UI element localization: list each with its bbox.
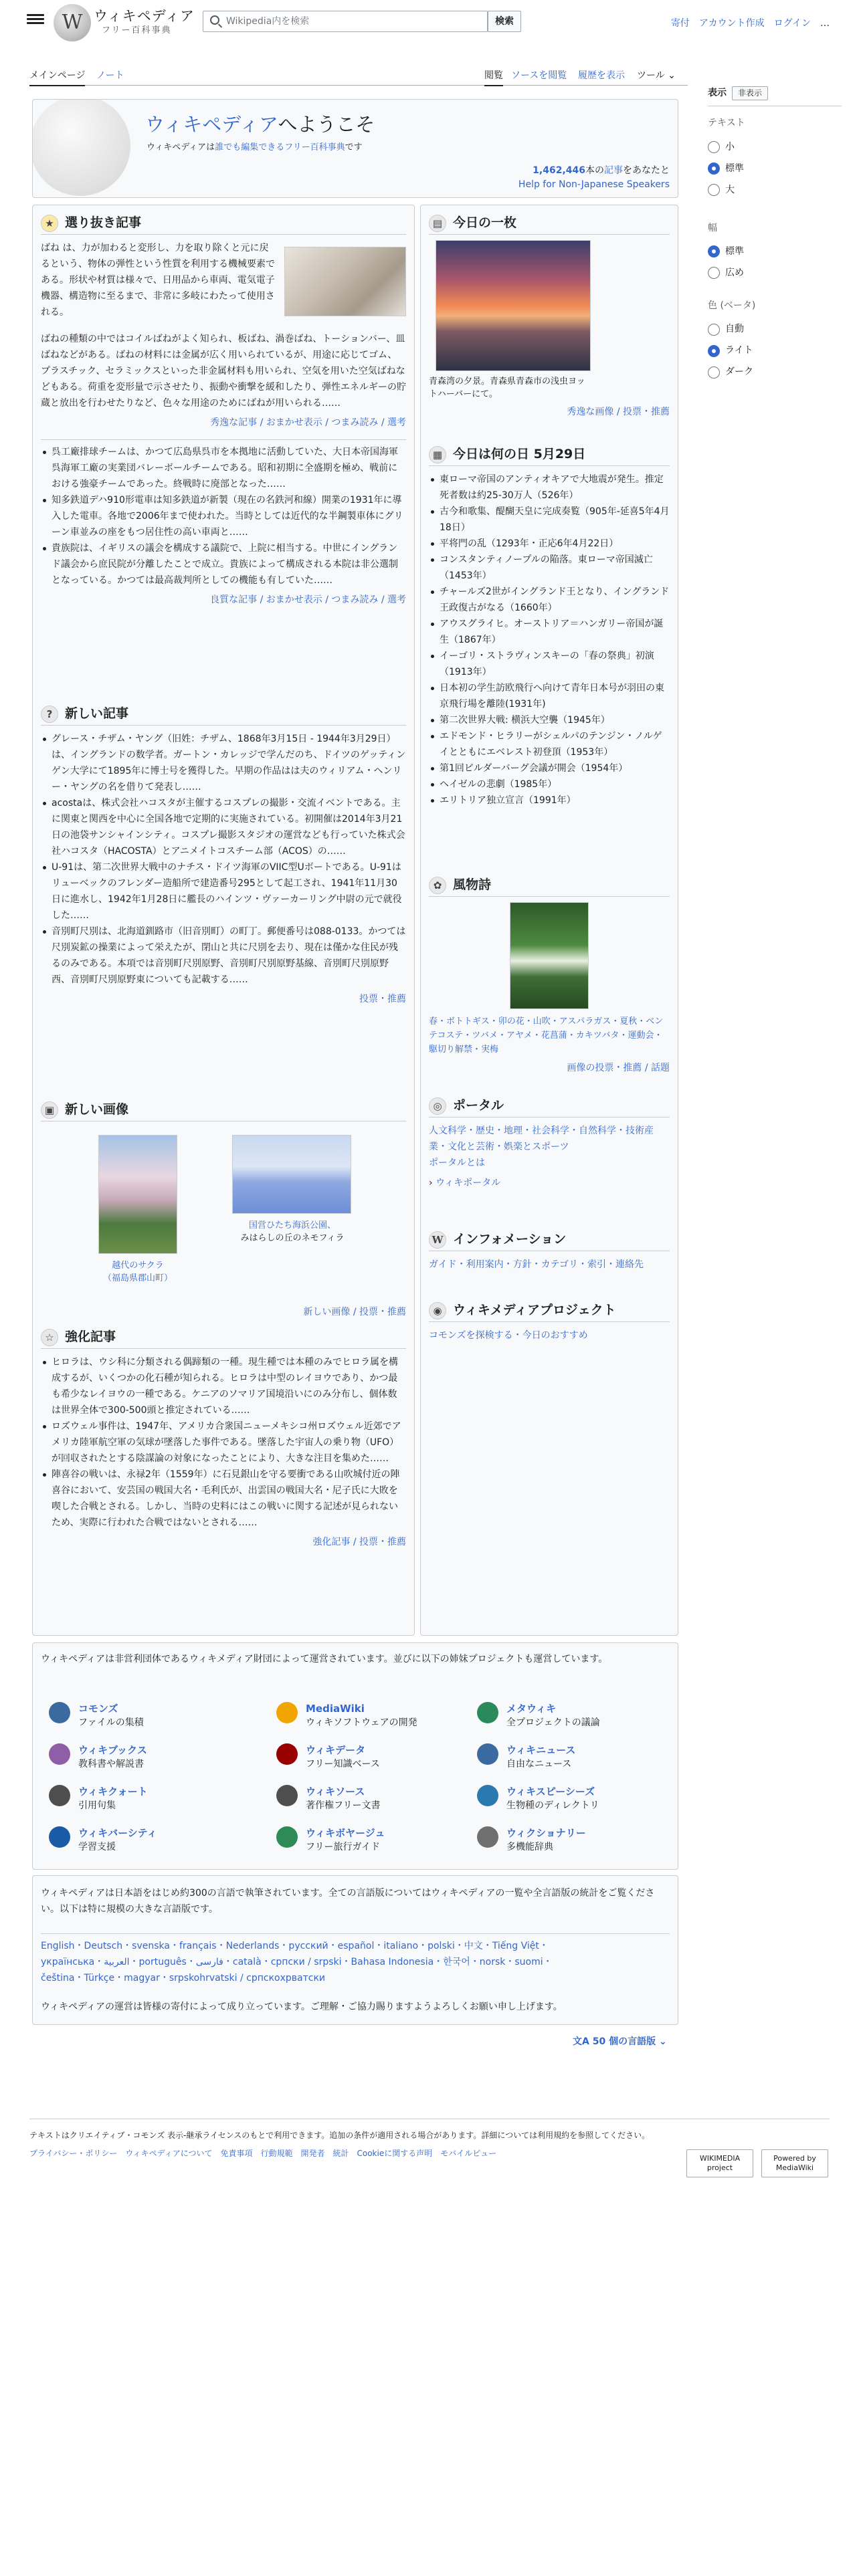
section-title: 今日の一枚 <box>453 215 517 231</box>
project-title[interactable]: ウィキボヤージュ <box>306 1827 385 1839</box>
section-title: 風物詩 <box>453 877 492 893</box>
section-title: ポータル <box>453 1098 504 1113</box>
list-item[interactable]: 古今和歌集、醍醐天皇に完成奏覧（905年-延喜5年4月18日） <box>429 504 670 536</box>
information-section <box>429 1228 670 1273</box>
new-articles-list <box>41 731 406 988</box>
list-item[interactable]: ヘイゼルの悲劇（1985年） <box>429 776 670 792</box>
list-item[interactable]: イーゴリ・ストラヴィンスキーの「春の祭典」初演（1913年） <box>429 648 670 680</box>
potd-links[interactable]: 秀逸な画像 / 投票・推薦 <box>567 407 670 417</box>
welcome-title: ウィキペディアへようこそ <box>145 113 375 136</box>
color-auto[interactable]: 自動 <box>708 319 842 340</box>
project-logo-icon <box>49 1743 70 1765</box>
project-title[interactable]: ウィクショナリー <box>506 1827 586 1839</box>
project-title[interactable]: ウィキソース <box>306 1786 365 1798</box>
project-title[interactable]: ウィキニュース <box>506 1744 576 1756</box>
project-description: 学習支援 <box>78 1842 116 1852</box>
spring-image[interactable] <box>284 247 406 316</box>
sister-project-item[interactable] <box>276 1826 385 1854</box>
project-description: 教科書や解説書 <box>78 1759 144 1769</box>
radio-icon <box>708 267 720 279</box>
project-logo-icon <box>276 1702 298 1723</box>
logo-subtitle: フリー百科事典 <box>102 25 172 35</box>
project-description: 多機能辞典 <box>506 1842 553 1852</box>
page-tabs <box>29 66 688 86</box>
text-size-small[interactable]: 小 <box>708 136 842 158</box>
wikimedia-project-section <box>429 1299 670 1344</box>
project-logo-icon <box>477 1743 498 1765</box>
sister-project-item[interactable] <box>477 1743 575 1772</box>
project-logo-icon <box>477 1702 498 1723</box>
list-item[interactable]: 第二次世界大戦: 横浜大空襲（1945年） <box>429 712 670 728</box>
list-item[interactable]: 呉工廠排球チームは、かつて広島県呉市を本拠地に活動していた、大日本帝国海軍呉海軍工廠の実業団バレーボールチームである。昭和初期に全盛期を極め、戦前における強豪チームであった。終戦時に廃部となった…… <box>41 444 406 492</box>
logo-title[interactable]: ウィキペディア <box>94 8 195 24</box>
list-item[interactable]: グレース・チザム・ヤング（旧姓：チザム、1868年3月15日 - 1944年3月29日）は、イングランドの数学者。ガートン・カレッジで学んだのち、ドイツのゲッティンゲン大学にて1895年に博士号を獲得した。早期の作品はは夫のウィリアム・ヘンリー・ヤングの名を借りて発表し…… <box>41 731 406 795</box>
donate-note: ウィキペディアの運営は皆様の寄付によって成り立っています。ご理解・ご協力賜りますようよろしくお願い申し上げます。 <box>41 2002 563 2012</box>
login-link[interactable]: ログイン <box>773 18 811 29</box>
project-description: フリー旅行ガイド <box>306 1842 381 1852</box>
iris-image[interactable] <box>510 902 589 1009</box>
radio-checked-icon <box>708 245 720 257</box>
project-description: 著作権フリー文書 <box>306 1800 381 1811</box>
list-item[interactable]: 東ローマ帝国のアンティオキアで大地震が発生。推定死者数は約25-30万人（526年） <box>429 471 670 504</box>
project-description: ウィキソフトウェアの開発 <box>306 1717 417 1728</box>
sister-project-item[interactable] <box>276 1702 417 1730</box>
list-item[interactable]: acostaは、株式会社ハコスタが主催するコスプレの撮影・交流イベントである。主に関東と関西を中心に全国各地で定期的に実施されている。初開催は2014年3月21日の池袋サンシャインシティ。コスプレ撮影スタジオの運営なども行っていた株式会社ハコスタ（HACOSTA）とアニメイトコスチーム部（ACOS）の…… <box>41 795 406 859</box>
text-size-standard[interactable]: 標準 <box>708 158 842 179</box>
article-count-value[interactable]: 1,462,446 <box>533 165 585 176</box>
radio-checked-icon <box>708 163 720 175</box>
list-item[interactable]: コンスタンティノープルの陥落。東ローマ帝国滅亡（1453年） <box>429 552 670 584</box>
section-title: 新しい画像 <box>65 1102 129 1117</box>
new-images-section <box>41 1099 406 1319</box>
languages-box <box>32 1875 678 2025</box>
welcome-wikipedia-link[interactable]: ウィキペディア <box>145 113 278 136</box>
chevron-right-icon: › <box>429 1178 436 1188</box>
project-title[interactable]: メタウィキ <box>506 1703 557 1715</box>
mediawiki-badge[interactable]: Powered by MediaWiki <box>761 2149 828 2177</box>
project-title[interactable]: MediaWiki <box>306 1703 365 1715</box>
good-articles-list <box>41 439 406 588</box>
radio-icon <box>708 366 720 379</box>
sister-project-item[interactable] <box>49 1702 144 1730</box>
radio-icon <box>708 141 720 153</box>
color-light[interactable]: ライト <box>708 340 842 362</box>
list-item[interactable]: 日本初の学生訪欧飛行へ向けて青年日本号が羽田の東京飛行場を離陸(1931年) <box>429 680 670 712</box>
wikipedia-globe-logo[interactable]: W <box>54 4 91 41</box>
color-label: 色 (ベータ) <box>708 300 756 312</box>
license-text: テキストはクリエイティブ・コモンズ 表示-継承ライセンスのもとで利用できます。追加の条件が適用される場合があります。詳細については利用規約を参照してください。 <box>29 2131 650 2140</box>
project-logo-icon <box>276 1743 298 1765</box>
sister-project-item[interactable] <box>477 1702 600 1730</box>
new-articles-links[interactable]: 投票・推薦 <box>359 994 406 1004</box>
create-account-link[interactable]: アカウント作成 <box>698 18 765 29</box>
appearance-panel <box>708 86 842 383</box>
calendar-icon: ▦ <box>429 446 446 463</box>
list-item[interactable]: アウスグライヒ。オーストリア＝ハンガリー帝国が誕生（1867年） <box>429 616 670 648</box>
list-item[interactable]: 音別町尺別は、北海道釧路市（旧音別町）の町丁。郵便番号は088-0133。かつては尺別炭鉱の操業によって栄えたが、閉山と共に尺別を去り、現在は僅かな住民が残るのみである。本項では音別町尺別原野、音別町尺別原野基線、音別町尺別原野西、音別町尺別原野東についても記載する…… <box>41 924 406 988</box>
star-outline-icon: ☆ <box>41 1329 58 1346</box>
donate-link[interactable]: 寄付 <box>670 18 690 29</box>
wikipedia-globe-watermark <box>32 99 130 196</box>
picture-of-day-section <box>429 212 670 419</box>
wikimedia-icon: ◉ <box>429 1302 446 1319</box>
tab-read[interactable]: 閲覧 <box>484 68 503 86</box>
project-title[interactable]: コモンズ <box>78 1703 118 1715</box>
color-dark[interactable]: ダーク <box>708 362 842 383</box>
section-title: ウィキメディアプロジェクト <box>453 1303 616 1318</box>
search-icon <box>210 15 219 25</box>
image-caption: 越代のサクラ （福島県郡山町） <box>102 1261 173 1283</box>
help-non-japanese-link[interactable]: Help for Non-Japanese Speakers <box>518 179 670 190</box>
language-count-button[interactable]: 文A 50 個の言語版 ⌄ <box>573 2036 667 2047</box>
width-standard[interactable]: 標準 <box>708 241 842 262</box>
list-item[interactable]: U-91は、第二次世界大戦中のナチス・ドイツ海軍のVIIC型Uボートである。U-91はリューベックのフレンダー造船所で建造番号295として起工され、1941年11月30日に進水し、1942年1月28日に艦長のハインツ・ヴァーカーリング中尉の元で就役した…… <box>41 859 406 924</box>
on-this-day-list <box>429 471 670 809</box>
question-icon: ? <box>41 706 58 723</box>
sister-project-item[interactable] <box>477 1826 586 1854</box>
cherry-tree-image[interactable] <box>98 1135 177 1254</box>
hide-appearance-button[interactable]: 非表示 <box>732 86 768 100</box>
information-links[interactable]: ガイド・利用案内・方針・カテゴリ・索引・連絡先 <box>429 1259 644 1270</box>
project-logo-icon <box>49 1702 70 1723</box>
radio-icon <box>708 184 720 196</box>
left-column <box>32 205 415 1636</box>
on-this-day-section <box>429 443 670 809</box>
header <box>0 0 859 48</box>
project-title[interactable]: ウィキスピーシーズ <box>506 1786 595 1798</box>
radio-checked-icon <box>708 345 720 357</box>
wikimedia-badge[interactable]: WIKIMEDIA project <box>686 2149 753 2177</box>
main-menu-icon[interactable] <box>27 12 44 27</box>
free-encyclopedia-link[interactable]: 誰でも編集できるフリー百科事典 <box>215 142 345 152</box>
sister-project-item[interactable] <box>276 1743 380 1772</box>
tab-main-page[interactable]: メインページ <box>29 68 85 86</box>
radio-icon <box>708 324 720 336</box>
list-item[interactable]: 知多鉄道デハ910形電車は知多鉄道が新製（現在の名鉄河和線）開業の1931年に導入した電車。各地で2006年まで使われた。当時としては近代的な半鋼製車体にグリーン車並みの座をもつ居住性の高い車両と…… <box>41 492 406 540</box>
sister-project-item[interactable] <box>477 1785 599 1813</box>
list-item[interactable]: 第1回ビルダーバーグ会議が開会（1954年） <box>429 760 670 776</box>
footer-links[interactable]: プライバシー・ポリシー ウィキペディアについて 免責事項 行動規範 開発者 統計 Cookieに関する声明 モバイルビュー <box>29 2149 497 2159</box>
article-count: 1,462,446本の記事をあなたと Help for Non-Japanese Speakers <box>518 165 670 190</box>
project-description: 自由なニュース <box>506 1759 572 1769</box>
seasonal-links[interactable]: 春・ボトトギス・卯の花・山吹・アスパラガス・夏秋・ベンテコステ・ツバメ・アヤメ・花菖蒲・カキツバタ・運動会・駆切り解禁・実梅 <box>429 1016 664 1055</box>
picture-icon: ▤ <box>429 215 446 232</box>
project-title[interactable]: ウィキデータ <box>306 1744 366 1756</box>
project-logo-icon <box>49 1785 70 1806</box>
sister-project-item[interactable] <box>49 1785 148 1813</box>
strong-articles-section <box>41 1326 406 1549</box>
sister-project-item[interactable] <box>49 1743 147 1772</box>
tab-tools[interactable]: ツール ⌄ <box>637 70 676 81</box>
list-item[interactable]: エリトリア独立宣言（1991年） <box>429 792 670 809</box>
article-link[interactable]: 記事 <box>604 165 623 176</box>
new-images-links[interactable]: 新しい画像 / 投票・推薦 <box>303 1307 406 1317</box>
welcome-subtitle: ウィキペディアは誰でも編集できるフリー百科事典です <box>147 142 363 152</box>
star-icon: ★ <box>41 215 58 232</box>
project-description: フリー知識ベース <box>306 1759 380 1769</box>
nemophila-image[interactable] <box>232 1135 351 1214</box>
tab-view-source[interactable]: ソースを閲覧 <box>511 70 567 81</box>
search-placeholder: Wikipedia内を検索 <box>226 15 310 27</box>
more-options-icon[interactable]: … <box>820 18 830 29</box>
section-title: 今日は何の日 5月29日 <box>453 447 586 462</box>
flower-icon: ✿ <box>429 877 446 894</box>
width-label: 幅 <box>708 222 717 233</box>
project-logo-icon <box>477 1826 498 1848</box>
portal-links[interactable]: 人文科学・歴史・地理・社会科学・自然科学・技術産業・文化と芸術・娯楽とスポーツ <box>429 1125 654 1152</box>
image-caption: 国営ひたち海浜公園、 みはらしの丘のネモフィラ <box>240 1220 345 1243</box>
project-logo-icon <box>276 1826 298 1848</box>
section-title: 強化記事 <box>65 1329 116 1345</box>
project-description: 全プロジェクトの議論 <box>506 1717 600 1728</box>
sister-projects-box <box>32 1642 678 1870</box>
text-size-label: テキスト <box>708 118 745 129</box>
list-item[interactable]: 貴族院は、イギリスの議会を構成する議院で、上院に相当する。中世にイングランド議会から庶民院が分離したことで成立。貴族によって構成される本院は非公選制となっている。かつては最高裁判所としての機能も有していた…… <box>41 540 406 588</box>
chevron-down-icon: ⌄ <box>656 2036 667 2047</box>
new-articles-section <box>41 703 406 1006</box>
tab-talk[interactable]: ノート <box>96 70 124 81</box>
portal-about-link[interactable]: ポータルとは <box>429 1158 485 1168</box>
project-logo-icon <box>477 1785 498 1806</box>
seasonal-section <box>429 874 670 1075</box>
image-icon: ▣ <box>41 1101 58 1119</box>
w-icon: W <box>429 1231 446 1249</box>
translate-icon: 文A <box>573 2036 593 2047</box>
seasonal-vote-links[interactable]: 画像の投票・推薦 / 話題 <box>567 1063 670 1073</box>
section-title: 選り抜き記事 <box>65 215 142 231</box>
potd-caption: 青森湾の夕景。青森県青森市の浅虫ヨットハーバーにて。 <box>429 377 585 399</box>
search-input[interactable] <box>203 11 488 32</box>
sister-intro: ウィキペディアは非営利団体であるウィキメディア財団によって運営されています。並びに以下の姉妹プロジェクトも運営しています。 <box>41 1654 608 1665</box>
list-item[interactable]: チャールズ2世がイングランド王となり、イングランド王政復古がなる（1660年） <box>429 584 670 616</box>
list-item[interactable]: 陣喜谷の戦いは、永禄2年（1559年）に石見銀山を守る要衝である山吹城付近の陣喜谷において、安芸国の戦国大名・毛利氏が、出雲国の戦国大名・尼子氏に大敗を喫した合戦とされる。しかし、当時の史料にはこの戦いに関する記述が見られないため、実際に行われた合戦ではないとされる…… <box>41 1467 406 1531</box>
sister-project-item[interactable] <box>49 1826 157 1854</box>
search-button[interactable]: 検索 <box>488 11 521 32</box>
wikiportal-toggle[interactable]: › ウィキポータル <box>429 1178 501 1188</box>
project-description: 引用句集 <box>78 1800 116 1811</box>
section-title: 新しい記事 <box>65 706 129 722</box>
sister-project-item[interactable] <box>276 1785 380 1813</box>
appearance-title: 表示 <box>708 88 727 98</box>
tab-history[interactable]: 履歴を表示 <box>578 70 625 81</box>
portal-section <box>429 1095 670 1191</box>
project-description: 生物種のディレクトリ <box>506 1800 599 1811</box>
list-item[interactable]: 平将門の乱（1293年・正応6年4月22日） <box>429 536 670 552</box>
list-item[interactable]: ヒロラは、ウシ科に分類される偶蹄類の一種。現生種では本種のみでヒロラ属を構成するが、いくつかの化石種が知られる。ヒロラは中型のレイヨウであり、かつ最も希少なレイヨウの一種である。ケニアのソマリア国境沿いにのみ分布し、個体数は世界全体で300-500頭と推定されている…… <box>41 1354 406 1418</box>
text-size-large[interactable]: 大 <box>708 179 842 201</box>
wikimedia-project-links[interactable]: コモンズを探検する・今日のおすすめ <box>429 1330 588 1341</box>
project-title[interactable]: ウィキブックス <box>78 1744 147 1756</box>
project-logo-icon <box>276 1785 298 1806</box>
featured-article-section <box>41 212 406 608</box>
welcome-banner <box>32 99 678 198</box>
right-column <box>420 205 678 1636</box>
good-article-links[interactable]: 良質な記事 / おまかせ表示 / つまみ読み / 選考 <box>210 595 406 606</box>
project-description: ファイルの集積 <box>78 1717 144 1728</box>
strong-articles-list <box>41 1354 406 1531</box>
width-wide[interactable]: 広め <box>708 262 842 284</box>
language-list[interactable]: English・Deutsch・svenska・français・Nederlands・русский・español・italiano・polski・中文・Tiếng Việt・ українська・العربية・português・فارسی・català・српски / srpski・Bahasa Indonesia・한국어・norsk・suomi・ čeština・Türkçe・magyar・srpskohrvatski / српскохрватски <box>41 1933 670 1986</box>
project-title[interactable]: ウィキクォート <box>78 1786 148 1798</box>
languages-intro: ウィキペディアは日本語をはじめ約300の言語で執筆されています。全ての言語版についてはウィキペディアの一覧や全言語版の統計をご覧ください。以下は特に規模の大きな言語版です。 <box>41 1888 655 1915</box>
portal-icon: ◎ <box>429 1097 446 1115</box>
featured-links[interactable]: 秀逸な記事 / おまかせ表示 / つまみ読み / 選考 <box>210 417 406 428</box>
project-title[interactable]: ウィキバーシティ <box>78 1827 157 1839</box>
personal-links <box>671 16 830 31</box>
section-title: インフォメーション <box>453 1232 567 1247</box>
strong-articles-links[interactable]: 強化記事 / 投票・推薦 <box>312 1537 406 1547</box>
featured-text-2: ばねの種類の中ではコイルばねがよく知られ、板ばね、渦巻ばね、トーションバー、皿ばねなどがある。ばねの材料には金属が広く用いられているが、用途に応じてゴム、プラスチック、セラミックスといった非金属材料も用いられ、空気を用いた空気ばねなどもある。荷重を変形量で示させたり、振動や衝撃を緩和したり、弾性エネルギーの貯蔵と放出を行わせたりなど、色々な用途のためにばねが用いられる…… <box>41 334 406 409</box>
featured-text-1: ばね は、力が加わると変形し、力を取り除くと元に戻るという、物体の弾性という性質を利用する機械要素である。形状や材質は様々で、日用品から車両、電気電子機器、構造物に至るまで、非常に多岐にわたって使用される。 <box>41 243 275 318</box>
list-item[interactable]: ロズウェル事件は、1947年、アメリカ合衆国ニューメキシコ州ロズウェル近郊でアメリカ陸軍航空軍の気球が墜落した事件である。墜落した宇宙人の乗り物（UFO）が回収されたとする陰謀論の対象になったことにより、大きな注目を集めた…… <box>41 1418 406 1467</box>
sunset-image[interactable] <box>436 240 591 371</box>
list-item[interactable]: エドモンド・ヒラリーがシェルパのテンジン・ノルゲイとともにエベレスト初登頂（1953年） <box>429 728 670 760</box>
project-logo-icon <box>49 1826 70 1848</box>
